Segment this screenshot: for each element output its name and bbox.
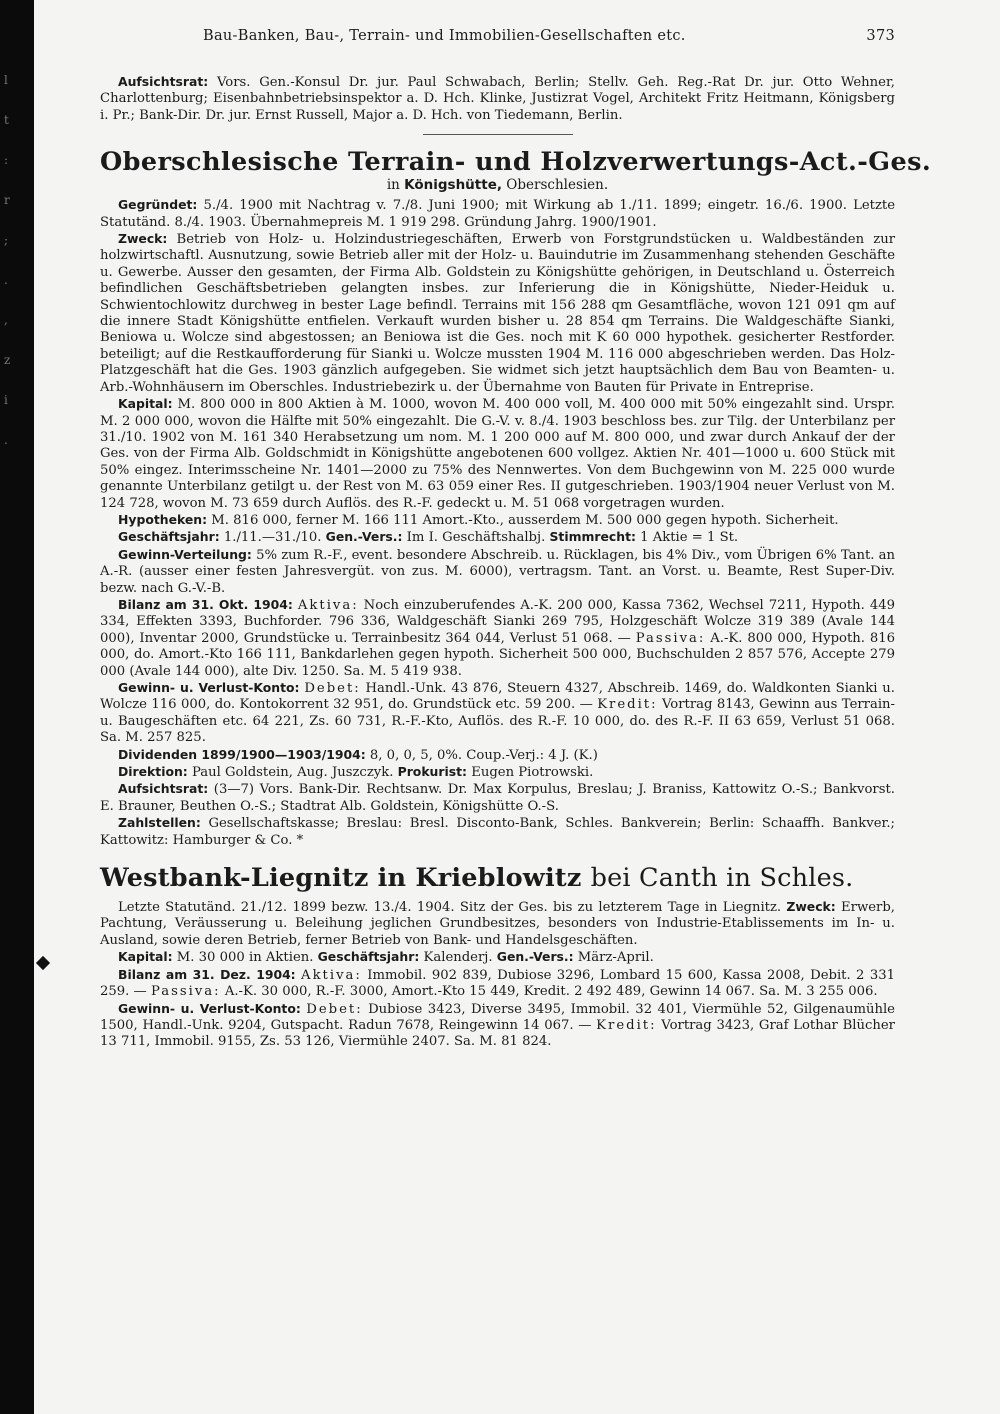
company-title: Oberschlesische Terrain- und Holzverwertungs-Act.-Ges. [100, 147, 932, 178]
bilanz-passiva-label: Passiva: [150, 984, 221, 1000]
gewinnverteilung-text: 5% zum R.-F., event. besondere Abschreib. u. Rücklagen, bis 4% Div., vom Übrigen 6% Tant. an A.-R. (ausser einer festen Jahresvergüt. von zus. M. 6000), vertragsm. Tant. an Vorst. u. Beamte, Rest Super-Div. bezw. nach G.-V.-B. [100, 547, 895, 596]
company-entry-oberschlesische [100, 147, 932, 849]
kapital-label: Kapital: [118, 396, 173, 412]
bilanz-passiva-text: A.-K. 30 000, R.-F. 3000, Amort.-Kto 15 449, Kredit. 2 492 489, Gewinn 14 067. Sa. M. 3 255 006. [224, 984, 878, 1000]
bilanz-passiva-label: Passiva: [635, 630, 706, 646]
location-place: Königshütte, [404, 177, 502, 194]
kapital-paragraph [100, 396, 895, 512]
direktion-paragraph [100, 764, 895, 781]
aufsichtsrat-label: Aufsichtsrat: [118, 74, 209, 89]
bilanz-passiva-text: A.-K. 800 000, Hypoth. 816 000, do. Amort.-Kto 166 111, Bankdarlehen gegen hypoth. Sicherheit 500 000, Buchschulden 2 857 576, Accepte 279 000 (Avale 144 000), alte Div. 1250. Sa. M. 5 419 938. [100, 630, 895, 679]
bilanz-aktiva-text: Immobil. 902 839, Dubiose 3296, Lombard 15 600, Kassa 2008, Debit. 2 331 259. — [100, 967, 895, 1000]
dividenden-label: Dividenden 1899/1900—1903/1904: [118, 746, 366, 762]
bilanz-aktiva-text: Noch einzuberufendes A.-K. 200 000, Kassa 7362, Wechsel 7211, Hypoth. 449 334, Effekten 3393, Buchforder. 796 336, Waldgeschäft Sianki 269 795, Holzgeschäft Wolcze 319 389 (Avale 144 000), Inventar 2000, Grundstücke u. Terrainbesitz 364 044, Verlust 51 068. — [100, 597, 895, 646]
aufsichtsrat-label: Aufsichtsrat: [118, 781, 209, 797]
bilanz-aktiva-label: Aktiva: [297, 597, 359, 613]
bilanz-paragraph [100, 597, 895, 680]
aufsichtsrat-text: (3—7) Vors. Bank-Dir. Rechtsanw. Dr. Max Korpulus, Breslau; J. Braniss, Kattowitz O.-S.; Bankvorst. E. Brauner, Beuthen O.-S.; Stadtrat Alb. Goldstein, Königshütte O.-S. [100, 782, 895, 814]
gewinnverteilung-label: Gewinn-Verteilung: [118, 546, 252, 562]
genvers-text: Im I. Geschäftshalbj. [406, 530, 546, 546]
previous-entry-continuation [100, 74, 895, 124]
separator-rule [423, 134, 573, 135]
company-entry-westbank [100, 863, 895, 1051]
company-title-rest: bei Canth in Schles. [590, 863, 854, 894]
kapital-text: M. 30 000 in Aktien. [176, 950, 314, 966]
direktion-label: Direktion: [118, 764, 188, 780]
kapital-text: M. 800 000 in 800 Aktien à M. 1000, wovon M. 400 000 voll, M. 400 000 mit 50% eingezahlt sind. Urspr. M. 2 000 000, wovon die Hälfte mit 50% eingezahlt. Die G.-V. v. 8./4. 1903 beschloss bes. zur Tilg. der Unterbilanz per 31./10. 1902 von M. 161 340 Herabsetzung um nom. M. 1 200 000 auf M. 800 000, und zwar durch Ankauf der der Ges. von der Firma Alb. Goldschmidt in Königshütte angebotenen 600 vollgez. Aktien Nr. 401—1000 u. 600 Stück mit 50% eingez. Interimsscheine Nr. 1401—2000 zu 75% des Nennwertes. Von dem Buchgewinn von M. 225 000 wurde genannte Unterbilanz getilgt u. der Rest von M. 63 059 einer Res. II gutgeschrieben. 1903/1904 neuer Verlust von M. 124 728, wovon M. 73 659 durch Auflös. des R.-F. gedeckt u. M. 51 068 vorgetragen wurden. [100, 397, 895, 511]
page [100, 28, 932, 1051]
geschaeftsjahr-paragraph [100, 529, 895, 546]
direktion-text: Paul Goldstein, Aug. Juszczyk. [191, 765, 394, 781]
zahlstellen-paragraph [100, 815, 895, 849]
running-head [100, 28, 895, 54]
dividenden-text: 8, 0, 0, 5, 0%. Coup.-Verj.: 4 J. (K.) [369, 747, 598, 763]
geschaeftsjahr-label: Geschäftsjahr: [118, 529, 220, 545]
guv-kredit-label: Kredit: [597, 697, 658, 713]
zweck-paragraph [100, 231, 895, 396]
genvers-label: Gen.-Vers.: [325, 529, 403, 545]
bilanz-paragraph [100, 967, 895, 1001]
geschaeftsjahr-label: Geschäftsjahr: [317, 949, 420, 965]
guv-label: Gewinn- u. Verlust-Konto: [118, 680, 300, 695]
prokurist-text: Eugen Piotrowski. [471, 765, 594, 781]
location-prefix: in [386, 177, 400, 194]
kapital-label: Kapital: [118, 949, 173, 965]
zweck-text: Erwerb, Pachtung, Veräusserung u. Beleihung jeglichen Grundbesitzes, besonders von Industrie-Etablissements im In- u. Ausland, sowie deren Betrieb, ferner Betrieb von Bank- und Handelsgeschäften. [100, 900, 895, 948]
aufsichtsrat-paragraph [100, 74, 895, 124]
gewinnverteilung-paragraph [100, 547, 895, 597]
binding-mark [36, 956, 50, 970]
margin-bleed-through: l t : r ; . , z i . [4, 73, 11, 447]
aufsichtsrat-text: Vors. Gen.-Konsul Dr. jur. Paul Schwabach, Berlin; Stellv. Geh. Reg.-Rat Dr. jur. Otto Wehner, Charlottenburg; Eisenbahnbetriebsinspektor a. D. Hch. Klinke, Justizrat Vogel, Architekt Fritz Heitmann, Königsberg i. Pr.; Bank-Dir. Dr. jur. Ernst Russell, Major a. D. Hch. von Tiedemann, Berlin. [100, 75, 895, 123]
zweck-text: Betrieb von Holz- u. Holzindustriegeschäften, Erwerb von Forstgrundstücken u. Waldbeständen zur holzwirtschaftl. Ausnutzung, sowie Betrieb aller mit der Holz- u. Bauindutrie im Zusammenhang stehenden Geschäfte u. Gewerbe. Ausser den gesamten, der Firma Alb. Goldstein zu Königshütte gehörigen, in Deutschland u. Österreich befindlichen Geschäftsbetrieben gelangten insbes. zur Inferierung die in Königshütte, Nieder-Heiduk u. Schwientochlowitz durchweg in bester Lage befindl. Terrains mit 156 288 qm Gesamtfläche, wovon 121 091 qm auf die innere Stadt Königshütte entfielen. Verkauft wurden bisher u. 28 854 qm Terrains. Die Waldgeschäfte Sianki, Beniowa u. Wolcze sind abgestossen; an Beniowa ist die Ges. noch mit K 60 000 hypothek. gesicherter Restforder. beteiligt; auf die Restkaufforderung für Sianki u. Wolcze mussten 1904 M. 116 000 abgeschrieben werden. Das Holz-Platzgeschäft hat die Ges. 1903 gänzlich aufgegeben. Sie widmet sich jetzt hauptsächlich dem Bau von Beamten- u. Arb.-Wohnhäusern im Oberschles. Industriebezirk u. der Übernahme von Bauten für Private in Entreprise. [100, 232, 895, 395]
hypotheken-paragraph [100, 512, 895, 529]
guv-kredit-text: Vortrag 8143, Gewinn aus Terrain- u. Baugeschäften etc. 64 221, Zs. 60 731, R.-F.-Kto, Auflös. des R.-F. 10 000, do. des R.-F. II 63 659, Verlust 51 068. Sa. M. 257 825. [100, 697, 896, 746]
gegruendet-label: Gegründet: [118, 197, 198, 213]
location-region: Oberschlesien. [506, 177, 609, 194]
guv-label: Gewinn- u. Verlust-Konto: [118, 1000, 301, 1016]
stimmrecht-text: 1 Aktie = 1 St. [640, 530, 739, 546]
guv-debet-label: Debet: [304, 681, 361, 696]
intro-paragraph [100, 899, 895, 949]
company-location [100, 177, 895, 193]
hypotheken-label: Hypotheken: [118, 511, 208, 527]
genvers-label: Gen.-Vers.: [496, 949, 574, 965]
zahlstellen-text: Gesellschaftskasse; Breslau: Bresl. Disconto-Bank, Schles. Bankverein; Berlin: Schaaffh. Bankver.; Kattowitz: Hamburger & Co. * [100, 816, 895, 848]
stimmrecht-label: Stimmrecht: [549, 529, 636, 545]
guv-debet-text: Dubiose 3423, Diverse 3495, Immobil. 32 401, Viermühle 52, Gilgenaumühle 1500, Handl.-Unk. 9204, Gutspacht. Radun 7678, Reingewinn 14 067. — [100, 1001, 895, 1033]
company-title [100, 863, 895, 893]
guv-debet-text: Handl.-Unk. 43 876, Steuern 4327, Abschreib. 1469, do. Waldkonten Sianki u. Wolcze 116 000, do. Kontokorrent 32 951, do. Grundstück etc. 59 200. — [100, 681, 895, 713]
gegruendet-paragraph [100, 197, 895, 231]
guv-paragraph [100, 680, 895, 747]
company-title-main: Westbank-Liegnitz in Krieblowitz [100, 863, 582, 894]
aufsichtsrat-paragraph [100, 781, 895, 815]
kapital-paragraph [100, 949, 895, 966]
bilanz-label: Bilanz am 31. Okt. 1904: [118, 596, 293, 612]
gegruendet-text: 5./4. 1900 mit Nachtrag v. 7./8. Juni 1900; mit Wirkung ab 1./11. 1899; eingetr. 16./6. 1900. Letzte Statutänd. 8./4. 1903. Übernahmepreis M. 1 919 298. Gründung Jahrg. 1900/1901. [100, 198, 895, 230]
genvers-text: März-April. [577, 950, 654, 966]
geschaeftsjahr-text: Kalenderj. [423, 950, 493, 966]
intro-text: Letzte Statutänd. 21./12. 1899 bezw. 13./4. 1904. Sitz der Ges. bis zu letzterem Tage in Liegnitz. [118, 900, 782, 916]
hypotheken-text: M. 816 000, ferner M. 166 111 Amort.-Kto., ausserdem M. 500 000 gegen hypoth. Sicherheit. [211, 512, 839, 528]
running-head-title: Bau-Banken, Bau-, Terrain- und Immobilien-Gesellschaften etc. [203, 28, 686, 44]
geschaeftsjahr-text: 1./11.—31./10. [223, 530, 322, 546]
guv-kredit-label: Kredit: [596, 1017, 657, 1033]
guv-kredit-text: Vortrag 3423, Graf Lothar Blücher 13 711, Immobil. 9155, Zs. 53 126, Viermühle 2407. Sa. M. 81 824. [100, 1017, 895, 1050]
guv-debet-label: Debet: [306, 1001, 363, 1017]
prokurist-label: Prokurist: [397, 764, 467, 780]
zweck-label: Zweck: [786, 899, 836, 915]
zahlstellen-label: Zahlstellen: [118, 815, 201, 831]
zweck-label: Zweck: [118, 231, 168, 247]
bilanz-label: Bilanz am 31. Dez. 1904: [118, 966, 296, 982]
dividenden-paragraph [100, 747, 895, 764]
bilanz-aktiva-label: Aktiva: [301, 967, 362, 983]
guv-paragraph [100, 1001, 895, 1051]
page-number: 373 [866, 28, 895, 44]
